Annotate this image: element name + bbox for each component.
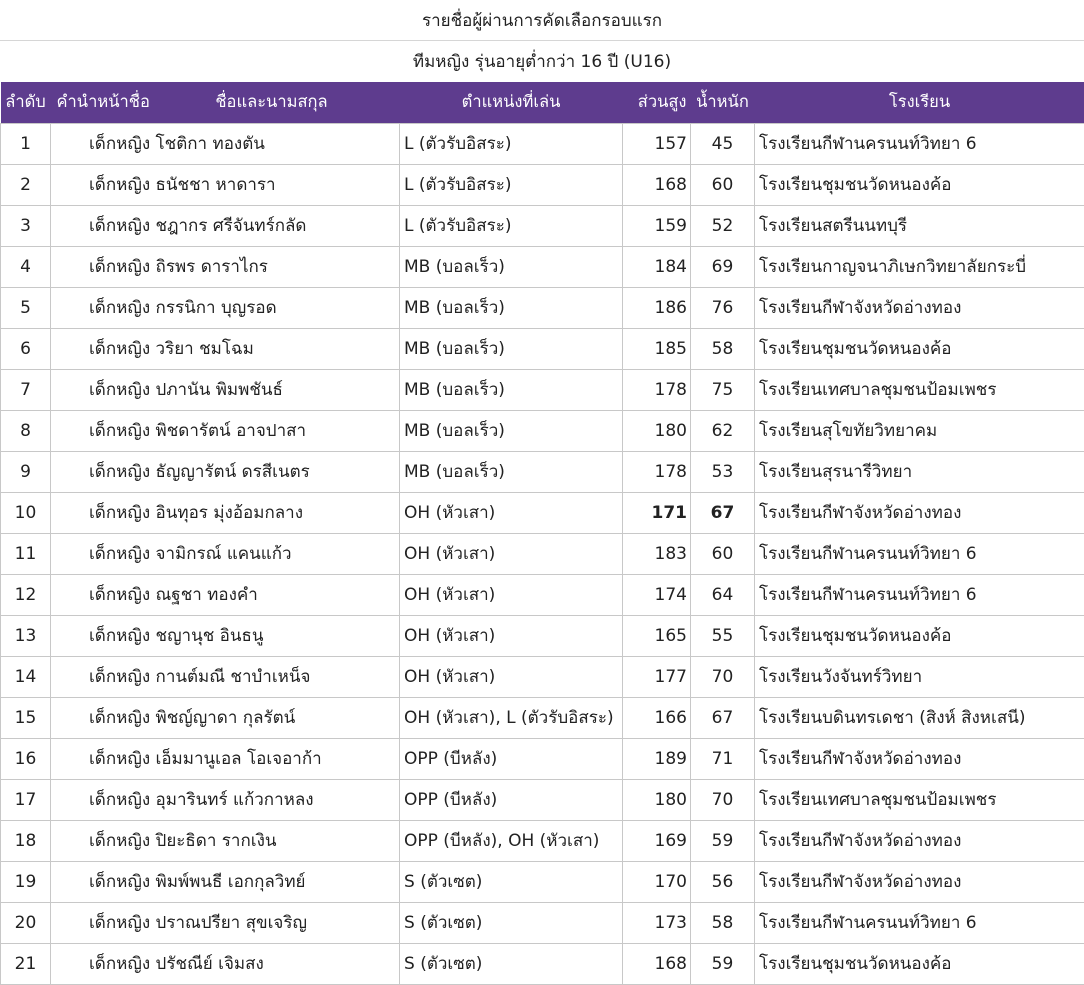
sheet-subtitle [0,41,1084,82]
cell-name[interactable]: เด็กหญิง กานต์มณี ชาบำเหน็จ [51,656,400,697]
cell-school[interactable]: โรงเรียนกีฬาจังหวัดอ่างทอง [755,820,1084,861]
sheet-subtitle-text: ทีมหญิง รุ่นอายุต่ำกว่า 16 ปี (U16) [412,52,672,72]
cell-school[interactable]: โรงเรียนกีฬานครนนท์วิทยา 6 [755,123,1084,164]
cell-no[interactable]: 19 [1,861,51,902]
cell-position[interactable]: S (ตัวเซต) [400,861,623,902]
cell-position[interactable]: OPP (บีหลัง) [400,738,623,779]
cell-weight[interactable]: 70 [691,656,755,697]
cell-weight[interactable]: 56 [691,861,755,902]
table-row [1,820,1084,861]
cell-no[interactable]: 12 [1,574,51,615]
cell-no[interactable]: 15 [1,697,51,738]
cell-weight[interactable]: 62 [691,410,755,451]
cell-school[interactable]: โรงเรียนกีฬานครนนท์วิทยา 6 [755,533,1084,574]
cell-height[interactable]: 157 [623,123,691,164]
cell-height[interactable]: 166 [623,697,691,738]
table-row [1,533,1084,574]
header-name: ชื่อและนามสกุล [215,92,328,112]
cell-height[interactable]: 170 [623,861,691,902]
table-row [1,697,1084,738]
cell-weight[interactable]: 59 [691,943,755,984]
cell-name[interactable]: เด็กหญิง ปรัชณีย์ เจิมสง [51,943,400,984]
table-row [1,656,1084,697]
cell-weight[interactable]: 70 [691,779,755,820]
cell-position[interactable]: MB (บอลเร็ว) [400,369,623,410]
cell-name[interactable]: เด็กหญิง พิชดารัตน์ อาจปาสา [51,410,400,451]
cell-school[interactable]: โรงเรียนกีฬานครนนท์วิทยา 6 [755,574,1084,615]
cell-name[interactable]: เด็กหญิง พิชญ์ญาดา กุลรัตน์ [51,697,400,738]
cell-height[interactable]: 180 [623,779,691,820]
cell-school[interactable]: โรงเรียนกีฬาจังหวัดอ่างทอง [755,492,1084,533]
cell-height[interactable]: 169 [623,820,691,861]
cell-no[interactable]: 6 [1,328,51,369]
cell-name[interactable]: เด็กหญิง ชฎากร ศรีจันทร์กลัด [51,205,400,246]
cell-height[interactable]: 186 [623,287,691,328]
table-header-row [1,82,1084,123]
cell-name[interactable]: เด็กหญิง อุมารินทร์ แก้วกาหลง [51,779,400,820]
cell-school[interactable]: โรงเรียนกีฬาจังหวัดอ่างทอง [755,861,1084,902]
cell-name[interactable]: เด็กหญิง จามิกรณ์ แคนแก้ว [51,533,400,574]
cell-weight[interactable]: 67 [691,697,755,738]
table-row [1,451,1084,492]
cell-position[interactable]: L (ตัวรับอิสระ) [400,123,623,164]
cell-school[interactable]: โรงเรียนสุรนารีวิทยา [755,451,1084,492]
header-height[interactable]: ส่วนสูง [637,92,687,112]
table-row [1,574,1084,615]
cell-height[interactable]: 165 [623,615,691,656]
cell-name[interactable]: เด็กหญิง ชญานุช อินธนู [51,615,400,656]
cell-no[interactable]: 11 [1,533,51,574]
cell-school[interactable]: โรงเรียนกีฬาจังหวัดอ่างทอง [755,287,1084,328]
cell-weight[interactable]: 71 [691,738,755,779]
cell-height[interactable]: 171 [623,492,691,533]
sheet-title [0,0,1084,41]
cell-height[interactable]: 178 [623,369,691,410]
cell-position[interactable]: L (ตัวรับอิสระ) [400,205,623,246]
cell-height[interactable]: 168 [623,164,691,205]
cell-weight[interactable]: 75 [691,369,755,410]
cell-position[interactable]: OH (หัวเสา) [400,574,623,615]
table-row [1,738,1084,779]
cell-no[interactable]: 8 [1,410,51,451]
cell-school[interactable]: โรงเรียนชุมชนวัดหนองค้อ [755,164,1084,205]
cell-position[interactable]: L (ตัวรับอิสระ) [400,164,623,205]
cell-position[interactable]: OH (หัวเสา) [400,533,623,574]
cell-position[interactable]: OH (หัวเสา) [400,656,623,697]
cell-height[interactable]: 184 [623,246,691,287]
cell-name[interactable]: เด็กหญิง ธัญญารัตน์ ดรสีเนตร [51,451,400,492]
cell-school[interactable]: โรงเรียนกาญจนาภิเษกวิทยาลัยกระบี่ [755,246,1084,287]
table-row [1,246,1084,287]
cell-no[interactable]: 13 [1,615,51,656]
table-row [1,123,1084,164]
cell-weight[interactable]: 53 [691,451,755,492]
cell-height[interactable]: 177 [623,656,691,697]
cell-name[interactable]: เด็กหญิง ปราณปรียา สุขเจริญ [51,902,400,943]
header-weight[interactable]: น้ำหนัก [696,92,749,112]
header-prefix-name[interactable] [51,82,400,123]
cell-height[interactable]: 159 [623,205,691,246]
cell-name[interactable]: เด็กหญิง กรรนิกา บุญรอด [51,287,400,328]
cell-weight[interactable]: 52 [691,205,755,246]
cell-school[interactable]: โรงเรียนชุมชนวัดหนองค้อ [755,328,1084,369]
cell-name[interactable]: เด็กหญิง วริยา ชมโฉม [51,328,400,369]
cell-height[interactable]: 178 [623,451,691,492]
cell-position[interactable]: MB (บอลเร็ว) [400,287,623,328]
cell-name[interactable]: เด็กหญิง ปภานัน พิมพชันธ์ [51,369,400,410]
cell-school[interactable]: โรงเรียนวังจันทร์วิทยา [755,656,1084,697]
cell-weight[interactable]: 59 [691,820,755,861]
table-row [1,615,1084,656]
table-row [1,861,1084,902]
cell-name[interactable]: เด็กหญิง ธนัชชา หาดารา [51,164,400,205]
table-row [1,287,1084,328]
table-row [1,902,1084,943]
cell-position[interactable]: S (ตัวเซต) [400,943,623,984]
cell-no[interactable]: 16 [1,738,51,779]
cell-school[interactable]: โรงเรียนเทศบาลชุมชนป้อมเพชร [755,779,1084,820]
table-row [1,410,1084,451]
cell-position[interactable]: OPP (บีหลัง) [400,779,623,820]
cell-weight[interactable]: 60 [691,164,755,205]
cell-school[interactable]: โรงเรียนกีฬานครนนท์วิทยา 6 [755,902,1084,943]
table-row [1,328,1084,369]
cell-no[interactable]: 21 [1,943,51,984]
cell-no[interactable]: 9 [1,451,51,492]
cell-height[interactable]: 185 [623,328,691,369]
table-row [1,492,1084,533]
table-body [1,123,1084,984]
table-row [1,164,1084,205]
cell-school[interactable]: โรงเรียนชุมชนวัดหนองค้อ [755,943,1084,984]
cell-position[interactable]: MB (บอลเร็ว) [400,451,623,492]
cell-weight[interactable]: 45 [691,123,755,164]
cell-no[interactable]: 17 [1,779,51,820]
table-row [1,205,1084,246]
cell-school[interactable]: โรงเรียนสตรีนนทบุรี [755,205,1084,246]
cell-position[interactable]: OH (หัวเสา), L (ตัวรับอิสระ) [400,697,623,738]
cell-height[interactable]: 168 [623,943,691,984]
cell-position[interactable]: OH (หัวเสา) [400,615,623,656]
cell-position[interactable]: MB (บอลเร็ว) [400,410,623,451]
cell-no[interactable]: 18 [1,820,51,861]
cell-weight[interactable]: 67 [691,492,755,533]
cell-position[interactable]: S (ตัวเซต) [400,902,623,943]
cell-weight[interactable]: 58 [691,328,755,369]
cell-height[interactable]: 183 [623,533,691,574]
cell-school[interactable]: โรงเรียนบดินทรเดชา (สิงห์ สิงหเสนี) [755,697,1084,738]
players-table [0,82,1084,985]
cell-name[interactable]: เด็กหญิง ถิรพร ดาราไกร [51,246,400,287]
cell-height[interactable]: 174 [623,574,691,615]
cell-height[interactable]: 173 [623,902,691,943]
cell-school[interactable]: โรงเรียนชุมชนวัดหนองค้อ [755,615,1084,656]
cell-school[interactable]: โรงเรียนเทศบาลชุมชนป้อมเพชร [755,369,1084,410]
sheet-title-text: รายชื่อผู้ผ่านการคัดเลือกรอบแรก [421,10,663,31]
header-position[interactable]: ตำแหน่งที่เล่น [461,92,561,112]
cell-weight[interactable]: 60 [691,533,755,574]
table-row [1,779,1084,820]
cell-no[interactable]: 1 [1,123,51,164]
cell-no[interactable]: 2 [1,164,51,205]
cell-school[interactable]: โรงเรียนสุโขทัยวิทยาคม [755,410,1084,451]
cell-school[interactable]: โรงเรียนกีฬาจังหวัดอ่างทอง [755,738,1084,779]
cell-name[interactable]: เด็กหญิง อินทุอร มุ่งอ้อมกลาง [51,492,400,533]
cell-name[interactable]: เด็กหญิง ณฐชา ทองคำ [51,574,400,615]
cell-position[interactable]: MB (บอลเร็ว) [400,328,623,369]
table-row [1,943,1084,984]
cell-name[interactable]: เด็กหญิง โชติกา ทองตัน [51,123,400,164]
cell-height[interactable]: 189 [623,738,691,779]
cell-name[interactable]: เด็กหญิง เอ็มมานูเอล โอเจอาก้า [51,738,400,779]
cell-position[interactable]: MB (บอลเร็ว) [400,246,623,287]
header-prefix: คำนำหน้าชื่อ [56,92,150,112]
cell-weight[interactable]: 76 [691,287,755,328]
cell-no[interactable]: 14 [1,656,51,697]
cell-name[interactable]: เด็กหญิง ปิยะธิดา รากเงิน [51,820,400,861]
cell-height[interactable]: 180 [623,410,691,451]
cell-no[interactable]: 10 [1,492,51,533]
cell-no[interactable]: 7 [1,369,51,410]
header-school[interactable]: โรงเรียน [888,92,951,112]
cell-name[interactable]: เด็กหญิง พิมพ์พนธี เอกกุลวิทย์ [51,861,400,902]
cell-weight[interactable]: 58 [691,902,755,943]
cell-weight[interactable]: 64 [691,574,755,615]
cell-position[interactable]: OH (หัวเสา) [400,492,623,533]
cell-weight[interactable]: 55 [691,615,755,656]
table-row [1,369,1084,410]
cell-no[interactable]: 4 [1,246,51,287]
cell-position[interactable]: OPP (บีหลัง), OH (หัวเสา) [400,820,623,861]
cell-weight[interactable]: 69 [691,246,755,287]
cell-no[interactable]: 20 [1,902,51,943]
header-no[interactable]: ลำดับ [5,92,46,112]
cell-no[interactable]: 5 [1,287,51,328]
cell-no[interactable]: 3 [1,205,51,246]
